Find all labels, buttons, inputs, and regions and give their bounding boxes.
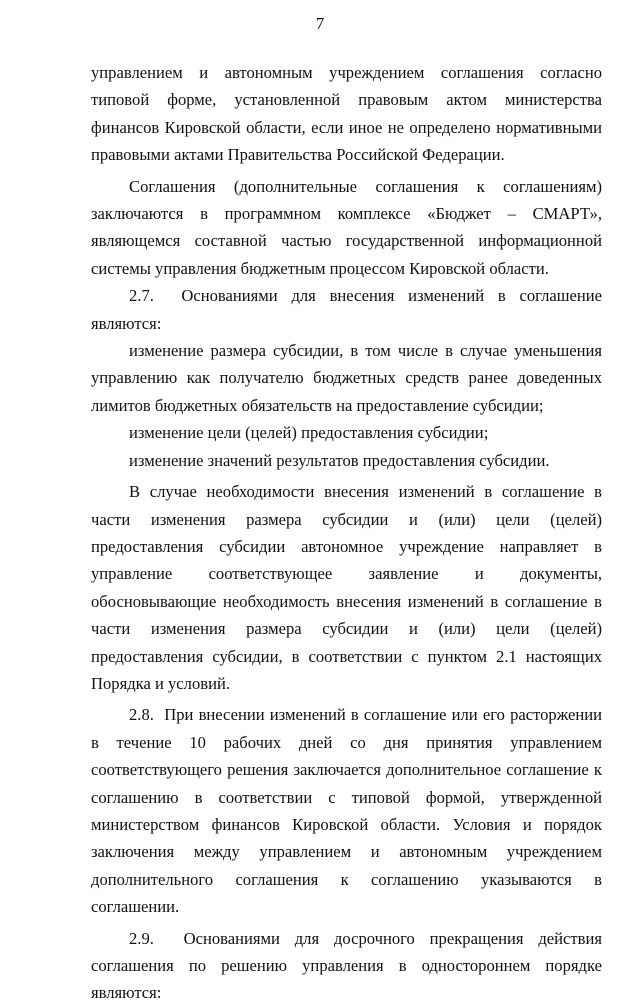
paragraph-continuation: управлением и автономным учреждением соглашения согласно типовой форме, установленной правовым актом министерства финансов Кировской области, если иное не определено нормативными правовыми актами Правительства Российской Федерации. <box>91 63 602 165</box>
paragraph-2-7: 2.7. Основаниями для внесения изменений в соглашение являются: <box>91 286 602 333</box>
document-body <box>91 59 602 1007</box>
list-item-subsidy-results: изменение значений результатов предоставления субсидии. <box>129 450 550 470</box>
paragraph-2-9: 2.9. Основаниями для досрочного прекращения действия соглашения по решению управления в одностороннем порядке являются: <box>91 928 602 1003</box>
list-item-subsidy-goal: изменение цели (целей) предоставления субсидии; <box>129 423 489 443</box>
page-number: 7 <box>315 14 325 33</box>
paragraph-budget-smart: Соглашения (дополнительные соглашения к соглашениям) заключаются в программном комплексе «Бюджет – СМАРТ», являющемся составной частью государственной информационной системы управления бюджетным процессом Кировской области. <box>91 176 602 278</box>
paragraph-2-8: 2.8. При внесении изменений в соглашение или его расторжении в течение 10 рабочих дней со дня принятия управлением соответствующего решения заключается дополнительное соглашение к соглашению в соответствии с типовой формой, утвержденной министерством финансов Кировской области. Условия и порядок заключения между управлением и автономным учреждением дополнительного соглашения к соглашению указываются в соглашении. <box>91 705 602 917</box>
paragraph-change-case: В случае необходимости внесения изменений в соглашение в части изменения размера субсидии и (или) цели (целей) предоставления субсидии автономное учреждение направляет в управление соответствующее заявление и документы, обосновывающие необходимость внесения изменений в соглашение в части изменения размера субсидии и (или) цели (целей) предоставления субсидии, в соответствии с пунктом 2.1 настоящих Порядка и условий. <box>91 482 602 693</box>
list-item-subsidy-size: изменение размера субсидии, в том числе в случае уменьшения управлению как получателю бюджетных средств ранее доведенных лимитов бюджетных обязательств на предоставление субсидии; <box>91 341 602 415</box>
